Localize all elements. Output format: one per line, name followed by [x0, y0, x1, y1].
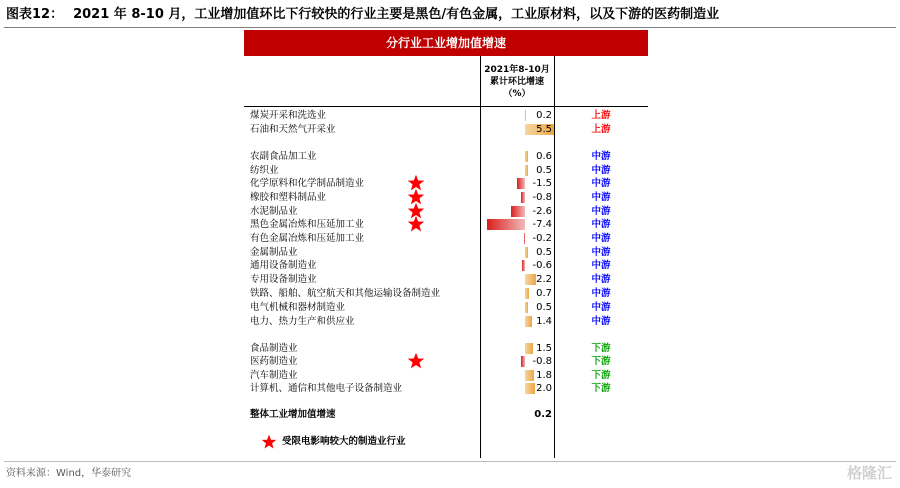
industry-name: 黑色金属冶炼和压延加工业 — [250, 219, 365, 230]
stage-label: 中游 — [591, 219, 611, 230]
footer-rule — [4, 461, 896, 462]
value-label: 0.7 — [536, 288, 552, 299]
value-label: 1.4 — [536, 316, 552, 327]
industry-name: 金属制品业 — [250, 247, 298, 258]
stage-label: 中游 — [591, 192, 611, 203]
stage-label: 中游 — [591, 260, 611, 271]
stage-label: 中游 — [591, 151, 611, 162]
stage-label: 下游 — [591, 356, 611, 367]
value-label: -0.8 — [532, 356, 552, 367]
value-bar — [517, 178, 525, 189]
stage-label: 中游 — [591, 178, 611, 189]
value-label: 0.2 — [536, 110, 552, 121]
value-label: -0.6 — [532, 260, 552, 271]
value-column-header: 2021年8-10月累计环比增速（%） — [484, 65, 550, 99]
value-label: 2.0 — [536, 383, 552, 394]
figure-title — [6, 4, 894, 26]
stage-label: 中游 — [591, 274, 611, 285]
value-label: -1.5 — [532, 178, 552, 189]
stage-label: 下游 — [591, 370, 611, 381]
value-label: 2.2 — [536, 274, 552, 285]
industry-name: 通用设备制造业 — [250, 260, 317, 271]
stage-label: 中游 — [591, 233, 611, 244]
value-label: 0.6 — [536, 151, 552, 162]
value-bar — [521, 192, 525, 203]
value-bar — [511, 206, 525, 217]
header-rule — [244, 106, 648, 107]
industry-name: 煤炭开采和洗选业 — [250, 110, 327, 121]
industry-name: 橡胶和塑料制品业 — [250, 192, 327, 203]
industry-name: 农副食品加工业 — [250, 151, 317, 162]
total-name: 整体工业增加值增速 — [250, 409, 336, 420]
industry-name: 专用设备制造业 — [250, 274, 317, 285]
value-label: 1.8 — [536, 370, 552, 381]
stage-label: 中游 — [591, 206, 611, 217]
value-label: 0.5 — [536, 302, 552, 313]
title-rule — [4, 27, 896, 28]
stage-label: 上游 — [591, 124, 611, 135]
value-bar — [522, 260, 525, 271]
watermark-logo: 格隆汇 — [846, 464, 892, 482]
stage-label: 中游 — [591, 302, 611, 313]
stage-label: 上游 — [591, 110, 611, 121]
industry-name: 有色金属冶炼和压延加工业 — [250, 233, 365, 244]
value-bar — [487, 219, 525, 230]
figure-label: 图表12： — [6, 7, 64, 22]
industry-name: 化学原料和化学制品制造业 — [250, 178, 365, 189]
industry-name: 电气机械和器材制造业 — [250, 302, 346, 313]
value-label: 5.5 — [536, 124, 552, 135]
value-label: 1.5 — [536, 343, 552, 354]
industry-name: 食品制造业 — [250, 343, 298, 354]
star-icon — [407, 215, 425, 233]
legend-star-icon — [261, 434, 277, 450]
industry-name: 汽车制造业 — [250, 370, 298, 381]
value-label: -7.4 — [532, 219, 552, 230]
industry-name: 计算机、通信和其他电子设备制造业 — [250, 383, 403, 394]
stage-label: 中游 — [591, 165, 611, 176]
value-label: -2.6 — [532, 206, 552, 217]
value-label: -0.2 — [532, 233, 552, 244]
legend-label: 受限电影响较大的制造业行业 — [282, 436, 406, 447]
table-banner-title: 分行业工业增加值增速 — [244, 30, 648, 56]
stage-label: 中游 — [591, 316, 611, 327]
column-divider-left — [480, 56, 481, 458]
value-label: 0.5 — [536, 247, 552, 258]
industry-table-panel — [244, 30, 648, 458]
value-bar — [521, 356, 525, 367]
industry-name: 石油和天然气开采业 — [250, 124, 336, 135]
industry-name: 电力、热力生产和供应业 — [250, 316, 355, 327]
value-bar — [524, 233, 525, 244]
value-label: 0.5 — [536, 165, 552, 176]
star-icon — [407, 352, 425, 370]
value-label: -0.8 — [532, 192, 552, 203]
stage-label: 下游 — [591, 343, 611, 354]
stage-label: 下游 — [591, 383, 611, 394]
industry-name: 铁路、船舶、航空航天和其他运输设备制造业 — [250, 288, 441, 299]
value-bar — [525, 110, 526, 121]
industry-name: 纺织业 — [250, 165, 279, 176]
figure-title-text: 2021 年 8-10 月，工业增加值环比下行较快的行业主要是黑色/有色金属，工业原材料，以及下游的医药制造业 — [73, 7, 720, 22]
source-note: 资料来源：Wind，华泰研究 — [6, 468, 132, 479]
total-value: 0.2 — [534, 409, 552, 420]
stage-label: 中游 — [591, 247, 611, 258]
industry-name: 医药制造业 — [250, 356, 298, 367]
industry-name: 水泥制品业 — [250, 206, 298, 217]
stage-label: 中游 — [591, 288, 611, 299]
